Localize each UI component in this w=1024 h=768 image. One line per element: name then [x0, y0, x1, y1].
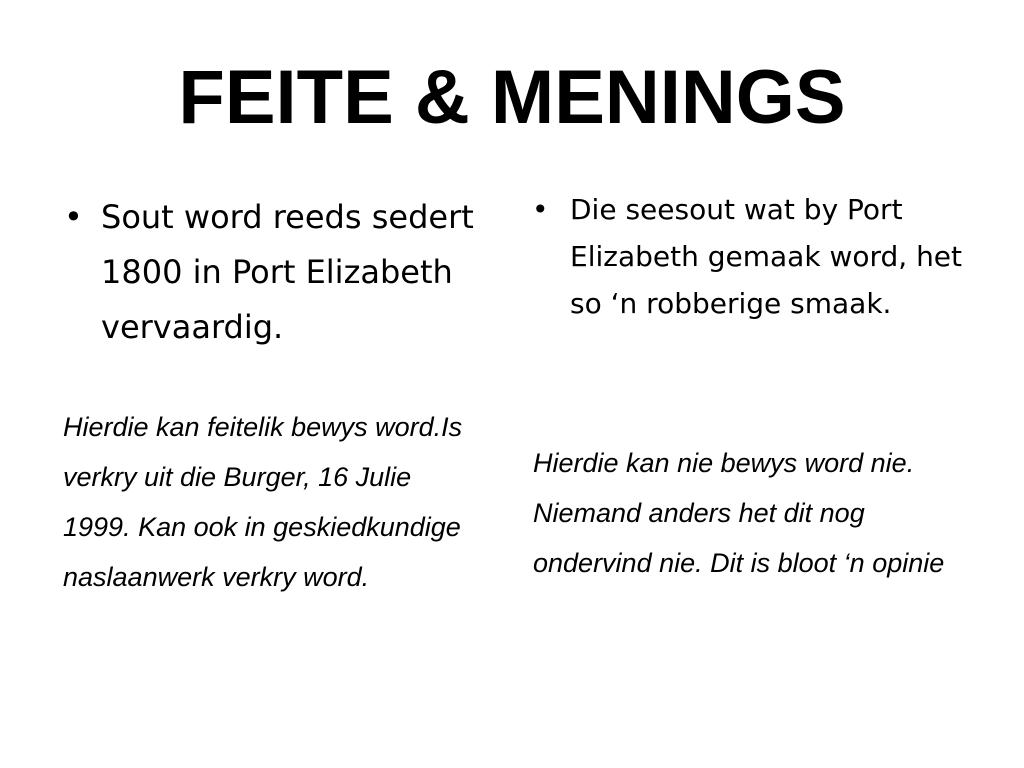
right-bullet-text: Die seesout wat by Port Elizabeth gemaak word, het so ‘n robberige smaak.: [570, 193, 963, 320]
left-bullet-point: [64, 190, 504, 355]
left-bullet-text: Sout word reeds sedert 1800 in Port Elizabeth vervaardig.: [101, 198, 474, 346]
left-note: Hierdie kan feitelik bewys word.Is verkry uit die Burger, 16 Julie 1999. Kan ook in geskiedkundige naslaanwerk verkry word.: [63, 412, 463, 592]
left-bullet-icon: •: [64, 198, 83, 236]
right-bullet-icon: •: [532, 193, 549, 226]
slide-title: FEITE & MENINGS: [178, 55, 846, 140]
right-bullet-point: [532, 186, 982, 327]
right-note: Hierdie kan nie bewys word nie. Niemand anders het dit nog ondervind nie. Dit is bloot ‘n opinie: [533, 448, 945, 578]
